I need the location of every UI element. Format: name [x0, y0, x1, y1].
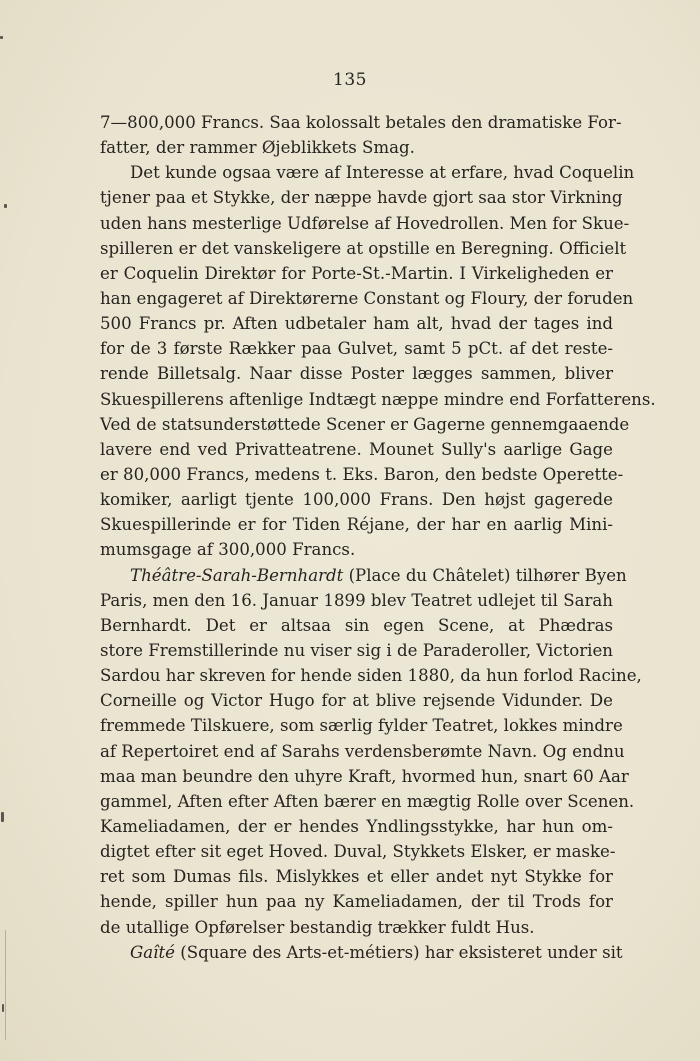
body-text	[100, 110, 656, 965]
text-line: fatter, der rammer Øjeblikkets Smag.	[100, 138, 415, 158]
text-line: ret som Dumas fils. Mislykkes et eller andet nyt Stykke for	[100, 867, 613, 887]
page-edge-line	[5, 930, 6, 1040]
italic-heading: Théâtre-Sarah-Bernhardt	[130, 565, 344, 585]
text-line: er 80,000 Francs, medens t. Eks. Baron, den bedste Operette-	[100, 464, 624, 484]
text-line: han engageret af Direktørerne Constant og Floury, der foruden	[100, 288, 634, 308]
text-line: Kameliadamen, der er hendes Yndlingsstykke, har hun om-	[100, 816, 613, 836]
text-line: gammel, Aften efter Aften bærer en mægtig Rolle over Scenen.	[100, 791, 635, 811]
text-line	[100, 563, 627, 588]
text-line	[100, 940, 623, 965]
text-line: Det kunde ogsaa være af Interesse at erfare, hvad Coquelin	[130, 163, 635, 183]
text-line: lavere end ved Privatteatrene. Mounet Sully's aarlige Gage	[100, 439, 613, 459]
text-line: 500 Francs pr. Aften udbetaler ham alt, hvad der tages ind	[100, 314, 613, 334]
text-line: Ved de statsunderstøttede Scener er Gagerne gennemgaaende	[100, 414, 630, 434]
margin-speck	[2, 1004, 4, 1012]
text-line: hende, spiller hun paa ny Kameliadamen, der til Trods for	[100, 892, 613, 912]
text-line: digtet efter sit eget Hoved. Duval, Stykkets Elsker, er maske-	[100, 842, 616, 862]
text-line: Skuespillerens aftenlige Indtægt næppe mindre end Forfatterens.	[100, 389, 656, 409]
text-line: fremmede Tilskuere, som særlig fylder Teatret, lokkes mindre	[100, 716, 623, 736]
text-line: Sardou har skreven for hende siden 1880, da hun forlod Racine,	[100, 666, 642, 686]
text-line: Bernhardt. Det er altsaa sin egen Scene, at Phædras	[100, 615, 613, 635]
text-line: for de 3 første Rækker paa Gulvet, samt 5 pCt. af det reste-	[100, 339, 613, 359]
text-line: tjener paa et Stykke, der næppe havde gjort saa stor Virkning	[100, 188, 623, 208]
text-line: af Repertoiret end af Sarahs verdensberømte Navn. Og endnu	[100, 741, 625, 761]
margin-speck	[4, 204, 7, 208]
text-line: uden hans mesterlige Udførelse af Hovedrollen. Men for Skue-	[100, 213, 630, 233]
italic-heading: Gaîté	[130, 942, 175, 962]
text-run: (Place du Châtelet) tilhører Byen	[343, 565, 627, 585]
text-line: rende Billetsalg. Naar disse Poster lægges sammen, bliver	[100, 364, 613, 384]
text-line: Paris, men den 16. Januar 1899 blev Teatret udlejet til Sarah	[100, 590, 613, 610]
text-line: Skuespillerinde er for Tiden Réjane, der har en aarlig Mini-	[100, 515, 613, 535]
margin-speck	[1, 812, 4, 822]
text-line: de utallige Opførelser bestandig trækker fuldt Hus.	[100, 917, 535, 937]
text-line: komiker, aarligt tjente 100,000 Frans. Den højst gagerede	[100, 490, 613, 510]
text-line: Corneille og Victor Hugo for at blive rejsende Vidunder. De	[100, 691, 613, 711]
margin-speck	[0, 36, 3, 39]
text-line: store Fremstillerinde nu viser sig i de Paraderoller, Victorien	[100, 640, 613, 660]
text-line: spilleren er det vanskeligere at opstille en Beregning. Officielt	[100, 238, 627, 258]
page-number: 135	[333, 70, 367, 90]
text-line: mumsgage af 300,000 Francs.	[100, 540, 356, 560]
text-line: er Coquelin Direktør for Porte-St.-Martin. I Virkeligheden er	[100, 263, 613, 283]
text-run: (Square des Arts-et-métiers) har eksisteret under sit	[174, 942, 623, 962]
text-line: maa man beundre den uhyre Kraft, hvormed hun, snart 60 Aar	[100, 766, 629, 786]
text-line: 7—800,000 Francs. Saa kolossalt betales den dramatiske For-	[100, 113, 622, 132]
